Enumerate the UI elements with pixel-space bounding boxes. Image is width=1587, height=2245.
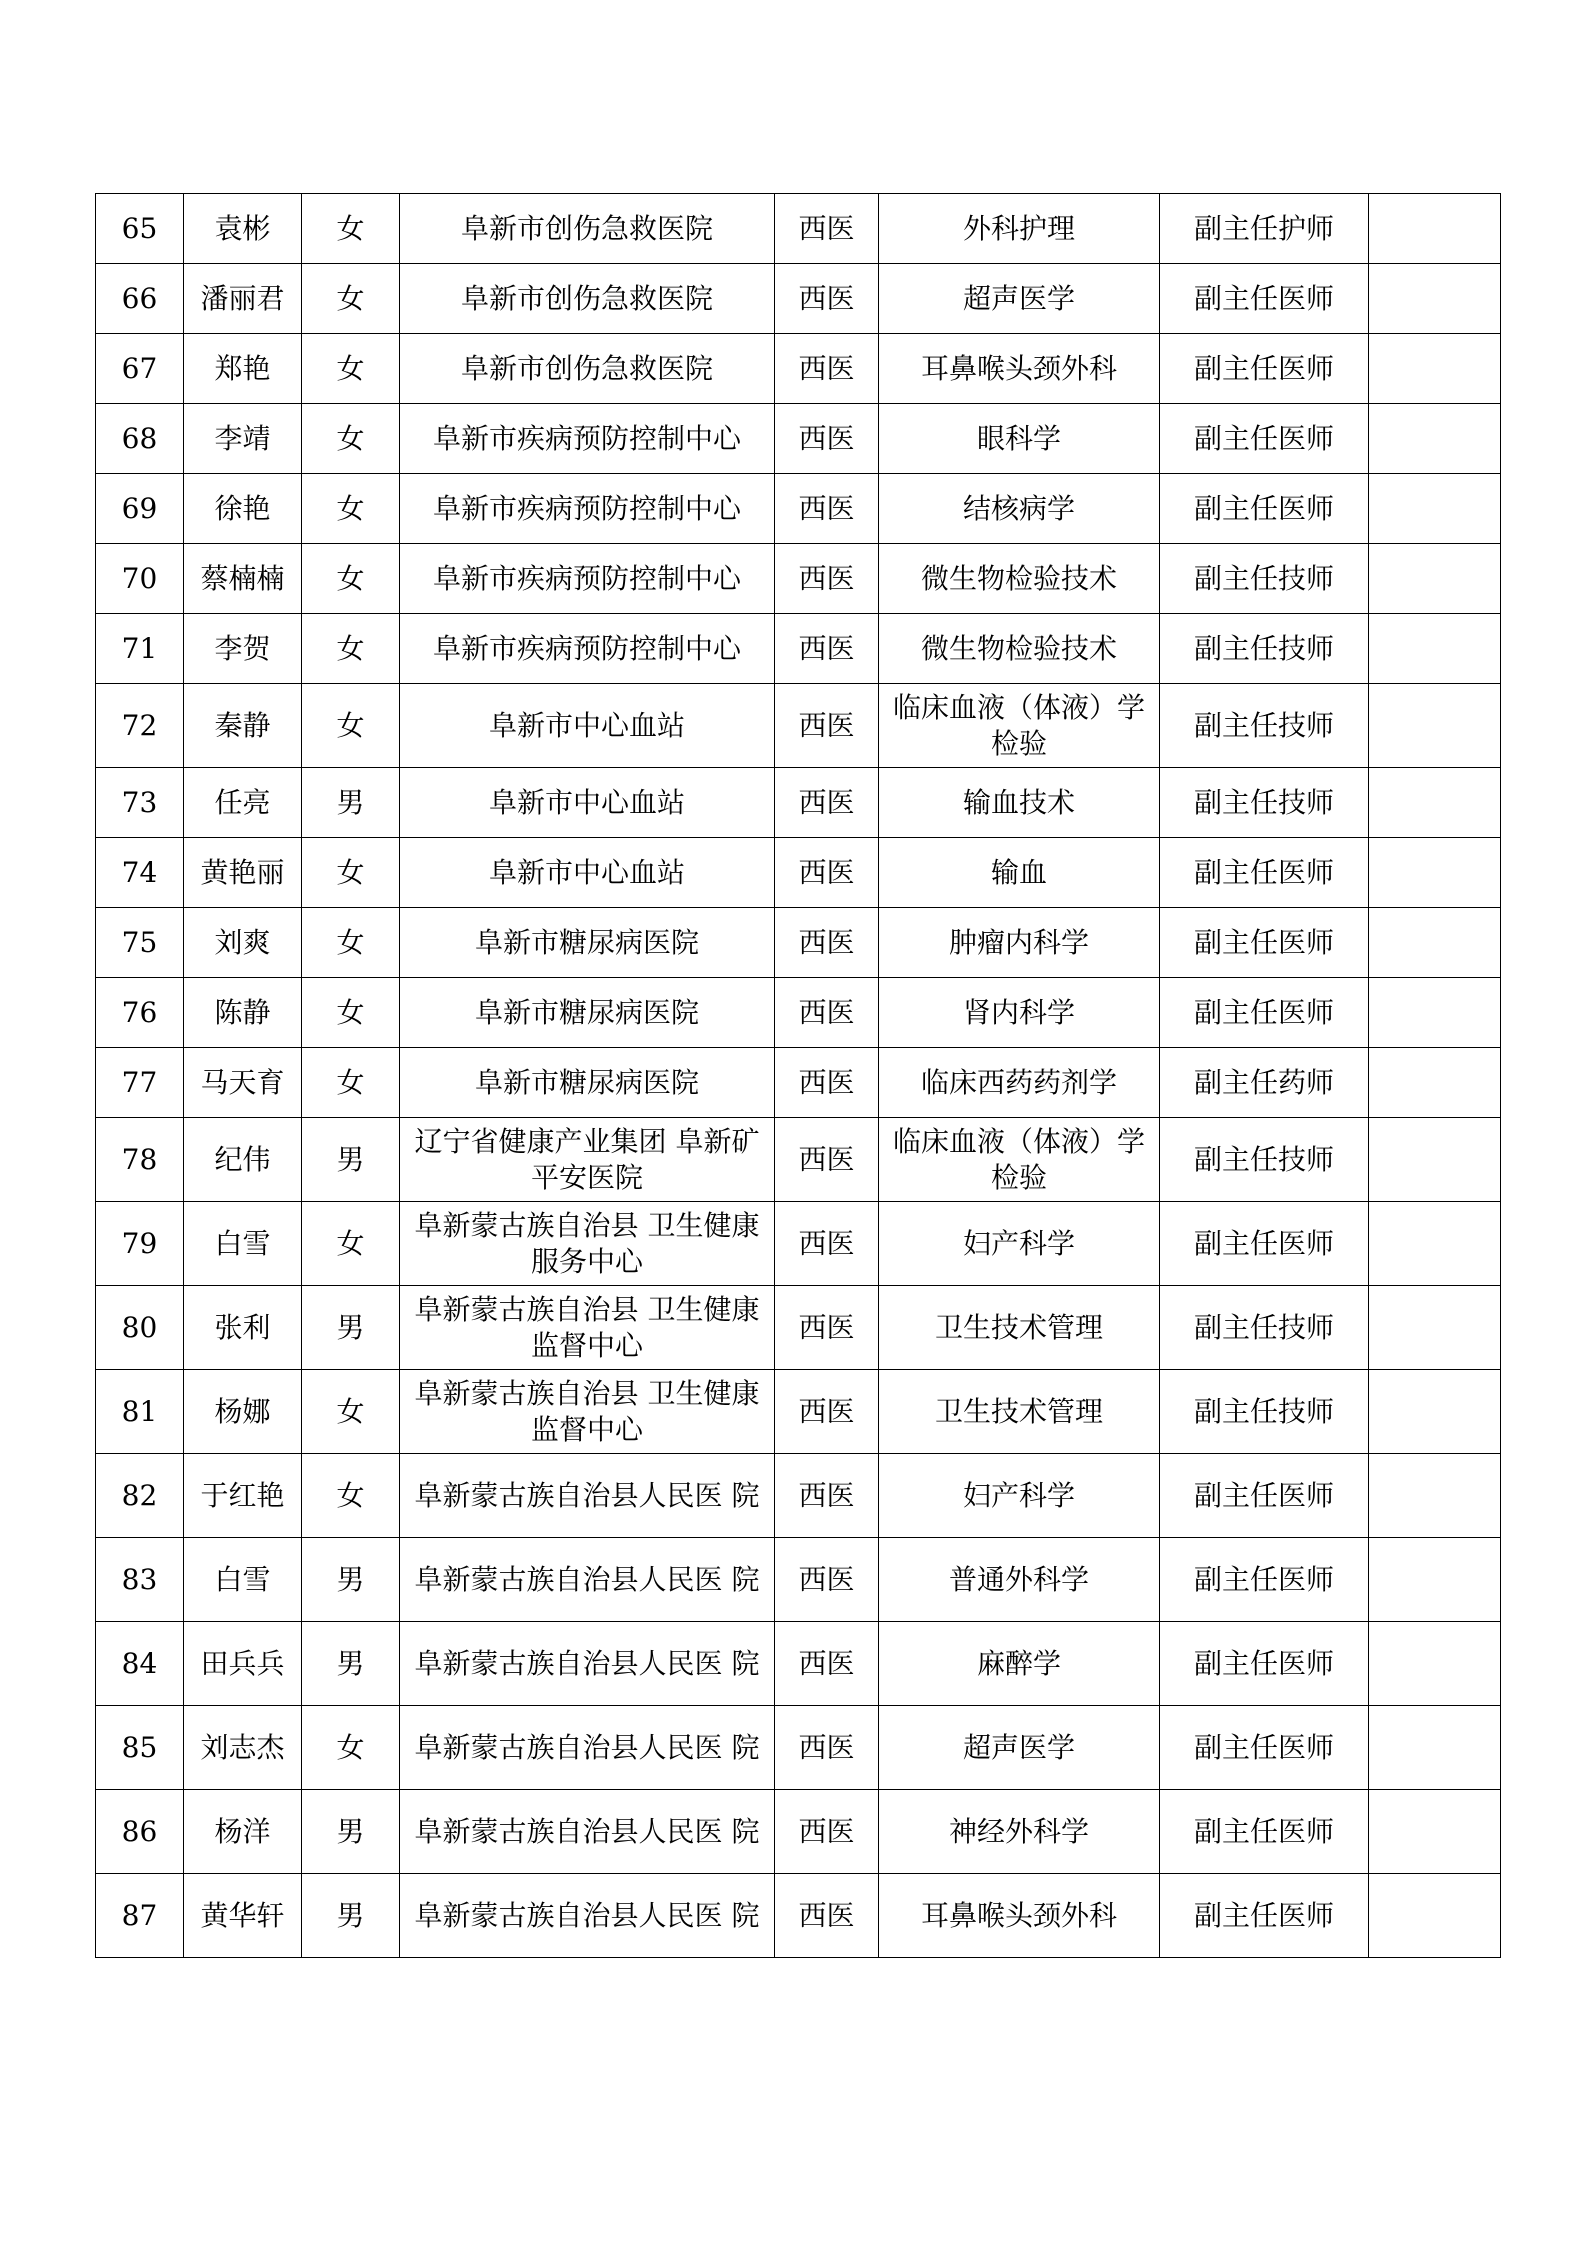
table-row bbox=[96, 1202, 1501, 1286]
unit-cell: 阜新蒙古族自治县 卫生健康监督中心 bbox=[400, 1286, 775, 1370]
remark-cell bbox=[1369, 474, 1501, 544]
name-cell: 黄华轩 bbox=[184, 1874, 302, 1958]
serial-number-cell: 75 bbox=[96, 908, 184, 978]
gender-cell: 女 bbox=[302, 334, 400, 404]
category-cell: 西医 bbox=[775, 544, 879, 614]
serial-number-cell: 76 bbox=[96, 978, 184, 1048]
gender-cell: 女 bbox=[302, 544, 400, 614]
category-cell: 西医 bbox=[775, 404, 879, 474]
gender-cell: 女 bbox=[302, 404, 400, 474]
serial-number-cell: 70 bbox=[96, 544, 184, 614]
specialty-cell: 结核病学 bbox=[879, 474, 1160, 544]
title-cell: 副主任医师 bbox=[1160, 1454, 1369, 1538]
gender-cell: 女 bbox=[302, 908, 400, 978]
remark-cell bbox=[1369, 264, 1501, 334]
remark-cell bbox=[1369, 1118, 1501, 1202]
specialty-cell: 肿瘤内科学 bbox=[879, 908, 1160, 978]
remark-cell bbox=[1369, 334, 1501, 404]
name-cell: 秦静 bbox=[184, 684, 302, 768]
title-cell: 副主任医师 bbox=[1160, 838, 1369, 908]
category-cell: 西医 bbox=[775, 474, 879, 544]
gender-cell: 女 bbox=[302, 1370, 400, 1454]
category-cell: 西医 bbox=[775, 1706, 879, 1790]
table-row bbox=[96, 908, 1501, 978]
title-cell: 副主任技师 bbox=[1160, 544, 1369, 614]
name-cell: 黄艳丽 bbox=[184, 838, 302, 908]
remark-cell bbox=[1369, 194, 1501, 264]
serial-number-cell: 85 bbox=[96, 1706, 184, 1790]
name-cell: 纪伟 bbox=[184, 1118, 302, 1202]
unit-cell: 阜新蒙古族自治县 卫生健康监督中心 bbox=[400, 1370, 775, 1454]
unit-cell: 阜新市中心血站 bbox=[400, 684, 775, 768]
specialty-cell: 耳鼻喉头颈外科 bbox=[879, 334, 1160, 404]
unit-cell: 阜新市糖尿病医院 bbox=[400, 978, 775, 1048]
unit-cell: 阜新市疾病预防控制中心 bbox=[400, 614, 775, 684]
remark-cell bbox=[1369, 614, 1501, 684]
title-cell: 副主任医师 bbox=[1160, 334, 1369, 404]
category-cell: 西医 bbox=[775, 1202, 879, 1286]
unit-cell: 阜新蒙古族自治县人民医 院 bbox=[400, 1538, 775, 1622]
unit-cell: 阜新市创伤急救医院 bbox=[400, 194, 775, 264]
name-cell: 杨洋 bbox=[184, 1790, 302, 1874]
category-cell: 西医 bbox=[775, 1874, 879, 1958]
title-cell: 副主任医师 bbox=[1160, 908, 1369, 978]
table-row bbox=[96, 768, 1501, 838]
serial-number-cell: 77 bbox=[96, 1048, 184, 1118]
table-row bbox=[96, 334, 1501, 404]
gender-cell: 男 bbox=[302, 1538, 400, 1622]
gender-cell: 女 bbox=[302, 264, 400, 334]
specialty-cell: 外科护理 bbox=[879, 194, 1160, 264]
specialty-cell: 输血 bbox=[879, 838, 1160, 908]
gender-cell: 男 bbox=[302, 1622, 400, 1706]
table-row bbox=[96, 264, 1501, 334]
unit-cell: 阜新市糖尿病医院 bbox=[400, 908, 775, 978]
title-cell: 副主任医师 bbox=[1160, 1202, 1369, 1286]
serial-number-cell: 66 bbox=[96, 264, 184, 334]
specialty-cell: 输血技术 bbox=[879, 768, 1160, 838]
gender-cell: 男 bbox=[302, 1118, 400, 1202]
name-cell: 徐艳 bbox=[184, 474, 302, 544]
gender-cell: 女 bbox=[302, 838, 400, 908]
gender-cell: 女 bbox=[302, 474, 400, 544]
serial-number-cell: 86 bbox=[96, 1790, 184, 1874]
specialty-cell: 肾内科学 bbox=[879, 978, 1160, 1048]
serial-number-cell: 68 bbox=[96, 404, 184, 474]
serial-number-cell: 67 bbox=[96, 334, 184, 404]
category-cell: 西医 bbox=[775, 614, 879, 684]
title-cell: 副主任技师 bbox=[1160, 1118, 1369, 1202]
serial-number-cell: 80 bbox=[96, 1286, 184, 1370]
remark-cell bbox=[1369, 684, 1501, 768]
specialty-cell: 妇产科学 bbox=[879, 1202, 1160, 1286]
gender-cell: 女 bbox=[302, 194, 400, 264]
specialty-cell: 耳鼻喉头颈外科 bbox=[879, 1874, 1160, 1958]
table-row bbox=[96, 1048, 1501, 1118]
title-cell: 副主任技师 bbox=[1160, 614, 1369, 684]
table-row bbox=[96, 684, 1501, 768]
table-row bbox=[96, 1118, 1501, 1202]
serial-number-cell: 71 bbox=[96, 614, 184, 684]
serial-number-cell: 73 bbox=[96, 768, 184, 838]
specialty-cell: 普通外科学 bbox=[879, 1538, 1160, 1622]
remark-cell bbox=[1369, 838, 1501, 908]
category-cell: 西医 bbox=[775, 334, 879, 404]
unit-cell: 阜新蒙古族自治县人民医 院 bbox=[400, 1874, 775, 1958]
unit-cell: 阜新市糖尿病医院 bbox=[400, 1048, 775, 1118]
title-cell: 副主任技师 bbox=[1160, 684, 1369, 768]
category-cell: 西医 bbox=[775, 1370, 879, 1454]
title-cell: 副主任技师 bbox=[1160, 1370, 1369, 1454]
title-cell: 副主任医师 bbox=[1160, 474, 1369, 544]
specialty-cell: 微生物检验技术 bbox=[879, 614, 1160, 684]
name-cell: 刘志杰 bbox=[184, 1706, 302, 1790]
category-cell: 西医 bbox=[775, 684, 879, 768]
category-cell: 西医 bbox=[775, 1790, 879, 1874]
remark-cell bbox=[1369, 1538, 1501, 1622]
table-row bbox=[96, 404, 1501, 474]
gender-cell: 女 bbox=[302, 1454, 400, 1538]
specialty-cell: 妇产科学 bbox=[879, 1454, 1160, 1538]
remark-cell bbox=[1369, 978, 1501, 1048]
serial-number-cell: 79 bbox=[96, 1202, 184, 1286]
title-cell: 副主任医师 bbox=[1160, 978, 1369, 1048]
category-cell: 西医 bbox=[775, 1118, 879, 1202]
table-row bbox=[96, 1874, 1501, 1958]
unit-cell: 阜新市疾病预防控制中心 bbox=[400, 544, 775, 614]
specialty-cell: 超声医学 bbox=[879, 1706, 1160, 1790]
table-row bbox=[96, 194, 1501, 264]
name-cell: 马天育 bbox=[184, 1048, 302, 1118]
remark-cell bbox=[1369, 544, 1501, 614]
title-cell: 副主任医师 bbox=[1160, 1538, 1369, 1622]
category-cell: 西医 bbox=[775, 908, 879, 978]
name-cell: 蔡楠楠 bbox=[184, 544, 302, 614]
name-cell: 田兵兵 bbox=[184, 1622, 302, 1706]
title-cell: 副主任医师 bbox=[1160, 404, 1369, 474]
unit-cell: 阜新蒙古族自治县人民医 院 bbox=[400, 1790, 775, 1874]
remark-cell bbox=[1369, 1874, 1501, 1958]
category-cell: 西医 bbox=[775, 1286, 879, 1370]
category-cell: 西医 bbox=[775, 1622, 879, 1706]
remark-cell bbox=[1369, 1622, 1501, 1706]
gender-cell: 女 bbox=[302, 614, 400, 684]
specialty-cell: 临床血液（体液）学 检验 bbox=[879, 1118, 1160, 1202]
name-cell: 于红艳 bbox=[184, 1454, 302, 1538]
roster-body bbox=[96, 194, 1501, 1958]
category-cell: 西医 bbox=[775, 1454, 879, 1538]
specialty-cell: 神经外科学 bbox=[879, 1790, 1160, 1874]
remark-cell bbox=[1369, 1286, 1501, 1370]
category-cell: 西医 bbox=[775, 838, 879, 908]
unit-cell: 阜新蒙古族自治县人民医 院 bbox=[400, 1622, 775, 1706]
table-row bbox=[96, 1286, 1501, 1370]
category-cell: 西医 bbox=[775, 1048, 879, 1118]
name-cell: 杨娜 bbox=[184, 1370, 302, 1454]
specialty-cell: 微生物检验技术 bbox=[879, 544, 1160, 614]
category-cell: 西医 bbox=[775, 978, 879, 1048]
roster-table bbox=[95, 193, 1501, 1958]
table-row bbox=[96, 978, 1501, 1048]
table-row bbox=[96, 1622, 1501, 1706]
unit-cell: 阜新市中心血站 bbox=[400, 838, 775, 908]
table-row bbox=[96, 1538, 1501, 1622]
serial-number-cell: 82 bbox=[96, 1454, 184, 1538]
unit-cell: 阜新蒙古族自治县 卫生健康服务中心 bbox=[400, 1202, 775, 1286]
specialty-cell: 麻醉学 bbox=[879, 1622, 1160, 1706]
serial-number-cell: 87 bbox=[96, 1874, 184, 1958]
unit-cell: 辽宁省健康产业集团 阜新矿平安医院 bbox=[400, 1118, 775, 1202]
gender-cell: 男 bbox=[302, 1790, 400, 1874]
remark-cell bbox=[1369, 768, 1501, 838]
unit-cell: 阜新市创伤急救医院 bbox=[400, 264, 775, 334]
gender-cell: 女 bbox=[302, 978, 400, 1048]
name-cell: 张利 bbox=[184, 1286, 302, 1370]
table-row bbox=[96, 1790, 1501, 1874]
title-cell: 副主任医师 bbox=[1160, 264, 1369, 334]
title-cell: 副主任药师 bbox=[1160, 1048, 1369, 1118]
gender-cell: 女 bbox=[302, 1048, 400, 1118]
remark-cell bbox=[1369, 1454, 1501, 1538]
serial-number-cell: 83 bbox=[96, 1538, 184, 1622]
title-cell: 副主任技师 bbox=[1160, 1286, 1369, 1370]
gender-cell: 男 bbox=[302, 1286, 400, 1370]
unit-cell: 阜新市疾病预防控制中心 bbox=[400, 404, 775, 474]
remark-cell bbox=[1369, 1370, 1501, 1454]
category-cell: 西医 bbox=[775, 768, 879, 838]
table-row bbox=[96, 1370, 1501, 1454]
name-cell: 袁彬 bbox=[184, 194, 302, 264]
name-cell: 任亮 bbox=[184, 768, 302, 838]
category-cell: 西医 bbox=[775, 264, 879, 334]
name-cell: 白雪 bbox=[184, 1538, 302, 1622]
gender-cell: 女 bbox=[302, 684, 400, 768]
title-cell: 副主任医师 bbox=[1160, 1706, 1369, 1790]
table-row bbox=[96, 838, 1501, 908]
remark-cell bbox=[1369, 1048, 1501, 1118]
unit-cell: 阜新市中心血站 bbox=[400, 768, 775, 838]
remark-cell bbox=[1369, 1706, 1501, 1790]
name-cell: 陈静 bbox=[184, 978, 302, 1048]
title-cell: 副主任护师 bbox=[1160, 194, 1369, 264]
table-row bbox=[96, 474, 1501, 544]
unit-cell: 阜新市疾病预防控制中心 bbox=[400, 474, 775, 544]
unit-cell: 阜新蒙古族自治县人民医 院 bbox=[400, 1454, 775, 1538]
unit-cell: 阜新市创伤急救医院 bbox=[400, 334, 775, 404]
name-cell: 刘爽 bbox=[184, 908, 302, 978]
serial-number-cell: 81 bbox=[96, 1370, 184, 1454]
name-cell: 郑艳 bbox=[184, 334, 302, 404]
name-cell: 白雪 bbox=[184, 1202, 302, 1286]
specialty-cell: 卫生技术管理 bbox=[879, 1370, 1160, 1454]
remark-cell bbox=[1369, 1790, 1501, 1874]
specialty-cell: 眼科学 bbox=[879, 404, 1160, 474]
remark-cell bbox=[1369, 908, 1501, 978]
table-row bbox=[96, 1454, 1501, 1538]
table-row bbox=[96, 1706, 1501, 1790]
title-cell: 副主任医师 bbox=[1160, 1874, 1369, 1958]
title-cell: 副主任医师 bbox=[1160, 1622, 1369, 1706]
name-cell: 李靖 bbox=[184, 404, 302, 474]
category-cell: 西医 bbox=[775, 194, 879, 264]
serial-number-cell: 84 bbox=[96, 1622, 184, 1706]
serial-number-cell: 78 bbox=[96, 1118, 184, 1202]
specialty-cell: 卫生技术管理 bbox=[879, 1286, 1160, 1370]
gender-cell: 男 bbox=[302, 768, 400, 838]
serial-number-cell: 65 bbox=[96, 194, 184, 264]
gender-cell: 女 bbox=[302, 1202, 400, 1286]
specialty-cell: 临床西药药剂学 bbox=[879, 1048, 1160, 1118]
table-row bbox=[96, 614, 1501, 684]
table-row bbox=[96, 544, 1501, 614]
specialty-cell: 超声医学 bbox=[879, 264, 1160, 334]
gender-cell: 女 bbox=[302, 1706, 400, 1790]
remark-cell bbox=[1369, 404, 1501, 474]
unit-cell: 阜新蒙古族自治县人民医 院 bbox=[400, 1706, 775, 1790]
gender-cell: 男 bbox=[302, 1874, 400, 1958]
title-cell: 副主任技师 bbox=[1160, 768, 1369, 838]
category-cell: 西医 bbox=[775, 1538, 879, 1622]
name-cell: 潘丽君 bbox=[184, 264, 302, 334]
serial-number-cell: 69 bbox=[96, 474, 184, 544]
serial-number-cell: 72 bbox=[96, 684, 184, 768]
name-cell: 李贺 bbox=[184, 614, 302, 684]
serial-number-cell: 74 bbox=[96, 838, 184, 908]
title-cell: 副主任医师 bbox=[1160, 1790, 1369, 1874]
specialty-cell: 临床血液（体液）学 检验 bbox=[879, 684, 1160, 768]
remark-cell bbox=[1369, 1202, 1501, 1286]
